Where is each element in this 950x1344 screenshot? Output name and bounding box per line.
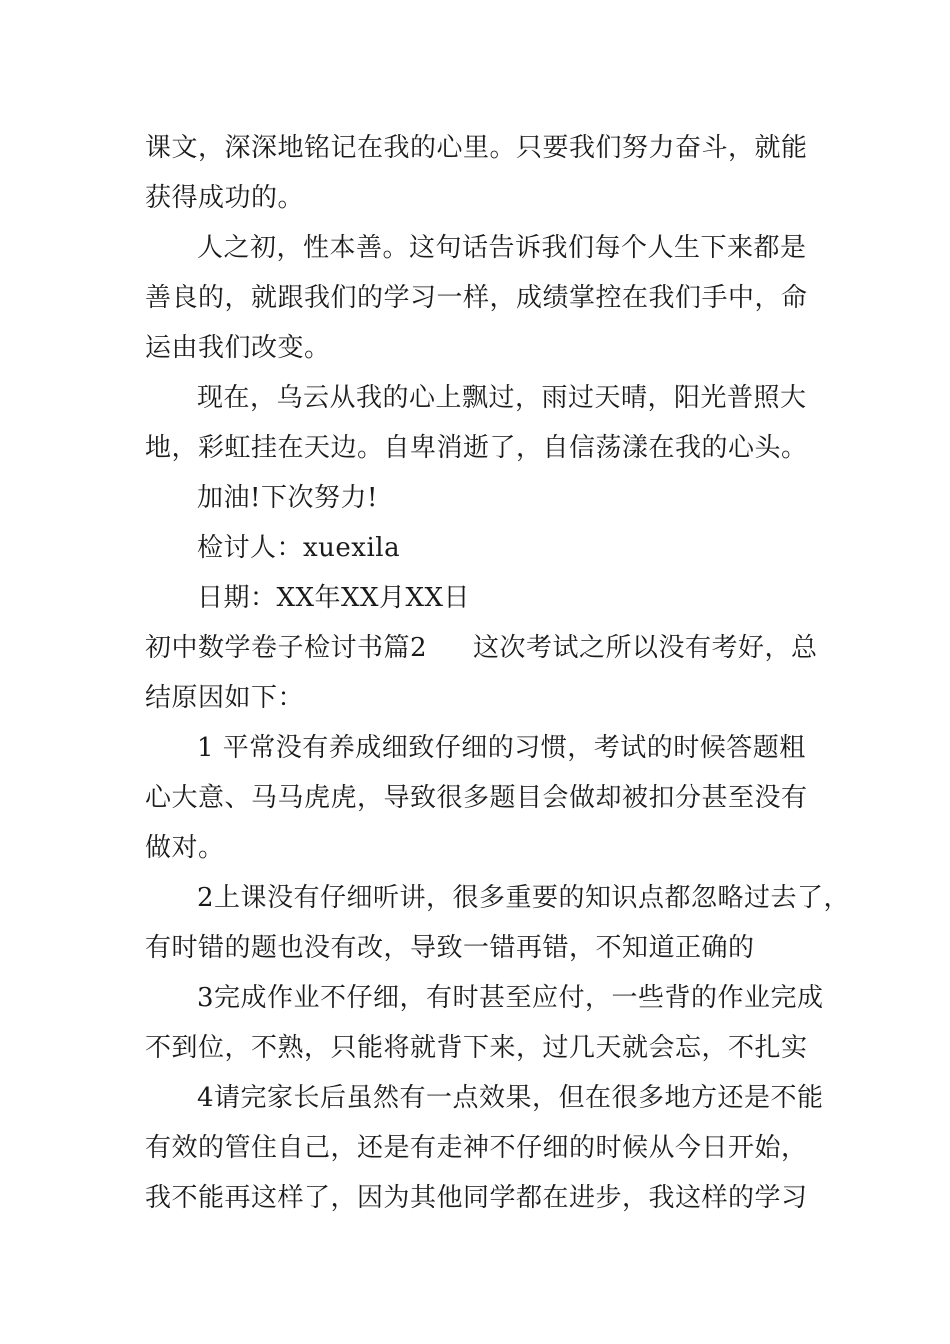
paragraph-line: 3完成作业不仔细，有时甚至应付，一些背的作业完成 xyxy=(197,983,824,1013)
paragraph-line: 心大意、马马虎虎，导致很多题目会做却被扣分甚至没有 xyxy=(145,783,808,813)
paragraph-line: 现在，乌云从我的心上飘过，雨过天晴，阳光普照大 xyxy=(197,383,807,413)
section-heading: 初中数学卷子检讨书篇2 xyxy=(145,633,428,663)
paragraph-line: 这次考试之所以没有考好，总 xyxy=(473,633,818,663)
paragraph-line: 结原因如下： xyxy=(145,683,305,713)
paragraph-line: 课文，深深地铭记在我的心里。只要我们努力奋斗，就能 xyxy=(145,133,808,163)
paragraph-line: 有效的管住自己，还是有走神不仔细的时候从今日开始， xyxy=(145,1133,808,1163)
paragraph-line: 有时错的题也没有改，导致一错再错，不知道正确的 xyxy=(145,933,755,963)
encouragement-line: 加油!下次努力! xyxy=(197,483,378,513)
paragraph-line: 运由我们改变。 xyxy=(145,333,331,363)
paragraph-line: 善良的，就跟我们的学习一样，成绩掌控在我们手中，命 xyxy=(145,283,808,313)
paragraph-line: 我不能再这样了，因为其他同学都在进步，我这样的学习 xyxy=(145,1183,808,1213)
paragraph-line: 获得成功的。 xyxy=(145,183,305,213)
paragraph-line: 1 平常没有养成细致仔细的习惯，考试的时候答题粗 xyxy=(197,733,806,763)
section-heading-line xyxy=(145,632,845,664)
signer-line: 检讨人：xuexila xyxy=(197,533,401,563)
date-line: 日期：XX年XX月XX日 xyxy=(197,583,471,613)
paragraph-line: 人之初，性本善。这句话告诉我们每个人生下来都是 xyxy=(197,233,807,263)
paragraph-line: 地，彩虹挂在天边。自卑消逝了，自信荡漾在我的心头。 xyxy=(145,433,808,463)
paragraph-line: 做对。 xyxy=(145,833,225,863)
paragraph-line: 4请完家长后虽然有一点效果，但在很多地方还是不能 xyxy=(197,1083,824,1113)
paragraph-line: 2上课没有仔细听讲，很多重要的知识点都忽略过去了， xyxy=(197,883,851,913)
paragraph-line: 不到位，不熟，只能将就背下来，过几天就会忘，不扎实 xyxy=(145,1033,808,1063)
